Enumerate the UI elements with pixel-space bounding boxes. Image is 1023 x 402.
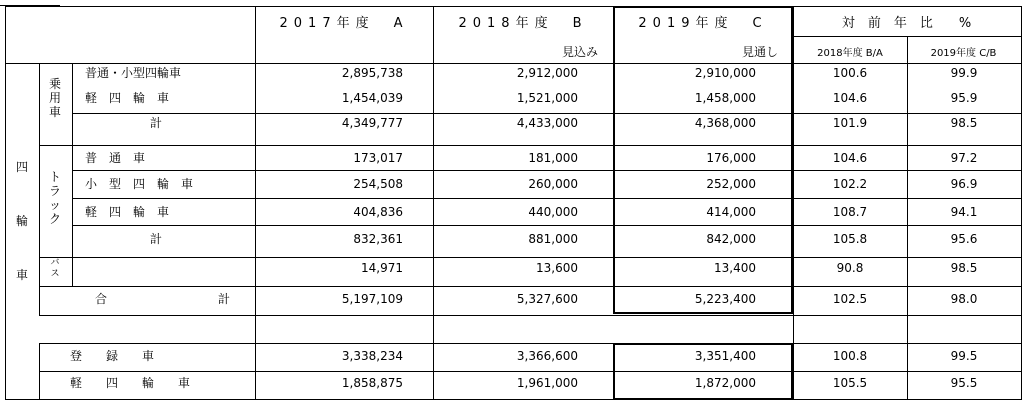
cell-2019: 414,000	[706, 205, 756, 219]
row-label: 普通・小型四輪車	[85, 66, 182, 80]
group-four-wheel: 四 輪 車	[15, 160, 28, 282]
cell-ratio-ba: 101.9	[832, 116, 868, 130]
cell-2018: 5,327,600	[516, 292, 578, 306]
cell-2017: 3,338,234	[341, 349, 403, 363]
group-passenger: 乗 用 車	[48, 77, 61, 119]
cell-ratio-ba: 90.8	[836, 261, 864, 275]
cell-2019: 2,910,000	[694, 66, 756, 80]
cell-ratio-cb: 99.9	[950, 66, 978, 80]
header-col-c-sub: 見通し	[741, 45, 778, 59]
row-label-left: 合	[95, 292, 108, 306]
cell-ratio-cb: 97.2	[950, 151, 978, 165]
header-ratio-ba: 2018年度 B/A	[817, 48, 883, 59]
cell-ratio-ba: 105.5	[832, 376, 868, 390]
cell-ratio-ba: 104.6	[832, 91, 868, 105]
cell-ratio-cb: 98.0	[950, 292, 978, 306]
cell-2018: 1,961,000	[516, 376, 578, 390]
row-label: 登 録 車	[70, 349, 155, 363]
cell-2019: 3,351,400	[694, 349, 756, 363]
cell-2019: 5,223,400	[694, 292, 756, 306]
cell-ratio-ba: 102.5	[832, 292, 868, 306]
cell-2017: 404,836	[353, 205, 403, 219]
cell-ratio-ba: 100.6	[832, 66, 868, 80]
cell-2019: 252,000	[706, 177, 756, 191]
cell-2017: 254,508	[353, 177, 403, 191]
cell-2019: 4,368,000	[694, 116, 756, 130]
cell-2018: 3,366,600	[516, 349, 578, 363]
cell-ratio-ba: 108.7	[832, 205, 868, 219]
cell-ratio-cb: 98.5	[950, 261, 978, 275]
row-label: 計	[150, 232, 163, 246]
cell-2017: 832,361	[353, 232, 403, 246]
cell-2018: 440,000	[528, 205, 578, 219]
cell-ratio-cb: 95.6	[950, 232, 978, 246]
cell-2018: 13,600	[536, 261, 578, 275]
cell-ratio-ba: 104.6	[832, 151, 868, 165]
header-col-b-sub: 見込み	[561, 45, 598, 59]
row-label: 小 型 四 輪 車	[85, 177, 194, 191]
cell-2018: 260,000	[528, 177, 578, 191]
cell-2017: 173,017	[353, 151, 403, 165]
header-ratio-cb: 2019年度 C/B	[930, 48, 997, 59]
cell-2017: 2,895,738	[341, 66, 403, 80]
cell-2019: 1,458,000	[694, 91, 756, 105]
cell-ratio-cb: 95.9	[950, 91, 978, 105]
row-label: 軽 四 輪 車	[70, 376, 191, 390]
cell-ratio-cb: 99.5	[950, 349, 978, 363]
cell-2018: 4,433,000	[516, 116, 578, 130]
header-col-c: 2019年度 C	[638, 16, 768, 31]
cell-2017: 1,858,875	[341, 376, 403, 390]
cell-2019: 1,872,000	[694, 376, 756, 390]
cell-ratio-cb: 98.5	[950, 116, 978, 130]
row-label: 計	[150, 116, 163, 130]
cell-ratio-cb: 94.1	[950, 205, 978, 219]
row-label: 普 通 車	[85, 151, 146, 165]
header-ratio: 対 前 年 比 %	[841, 16, 972, 31]
cell-2017: 1,454,039	[341, 91, 403, 105]
cell-2018: 881,000	[528, 232, 578, 246]
cell-2017: 14,971	[361, 261, 403, 275]
group-truck: ト ラ ッ ク	[48, 170, 61, 226]
cell-ratio-cb: 96.9	[950, 177, 978, 191]
cell-ratio-cb: 95.5	[950, 376, 978, 390]
cell-2019: 842,000	[706, 232, 756, 246]
cell-ratio-ba: 105.8	[832, 232, 868, 246]
cell-2018: 1,521,000	[516, 91, 578, 105]
row-label: 軽 四 輪 車	[85, 91, 170, 105]
cell-ratio-ba: 100.8	[832, 349, 868, 363]
cell-2018: 2,912,000	[516, 66, 578, 80]
cell-ratio-ba: 102.2	[832, 177, 868, 191]
header-col-a: 2017年度 A	[279, 16, 409, 31]
cell-2018: 181,000	[528, 151, 578, 165]
group-bus: バ ス	[50, 258, 60, 279]
cell-2019: 13,400	[714, 261, 756, 275]
row-label: 軽 四 輪 車	[85, 205, 170, 219]
row-label-right: 計	[217, 292, 230, 306]
header-col-b: 2018年度 B	[458, 16, 588, 31]
cell-2017: 5,197,109	[341, 292, 403, 306]
cell-2019: 176,000	[706, 151, 756, 165]
cell-2017: 4,349,777	[341, 116, 403, 130]
